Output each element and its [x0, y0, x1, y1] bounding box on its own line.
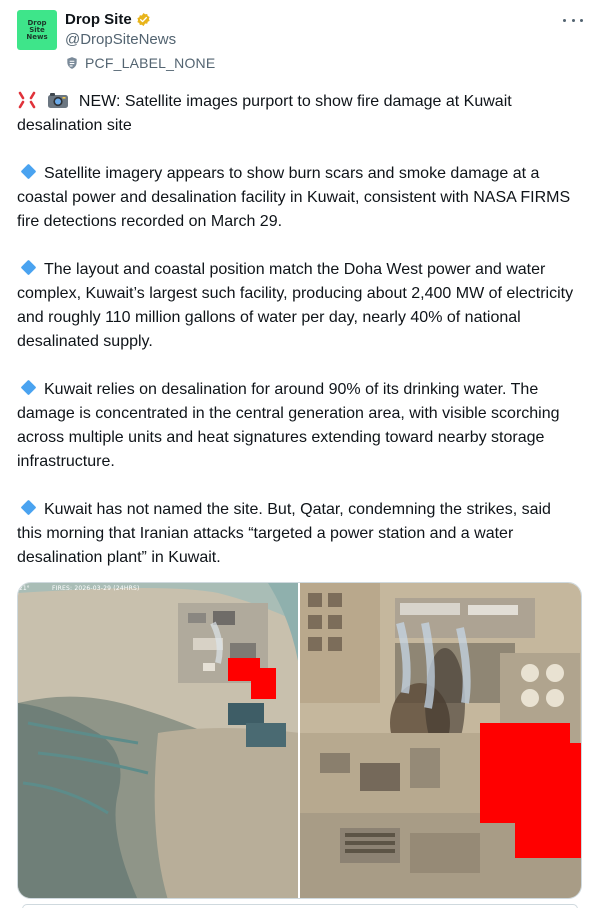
blue-diamond-icon [21, 164, 37, 180]
paragraph-text: The layout and coastal position match the Doha West power and water complex, Kuwait’s largest such facility, producing about 2,400 MW of electricity and roughly 110 million gallons of water per day, nearly 40% of national desalinated supply. [17, 261, 574, 350]
blue-diamond-icon [21, 500, 37, 516]
quoted-card-edge [22, 904, 578, 908]
paragraph-2 [17, 258, 579, 354]
paragraph-text: Satellite imagery appears to show burn scars and smoke damage at a coastal power and desalination facility in Kuwait, consistent with NASA FIRMS fire detections recorded on March 29. [17, 165, 571, 230]
paragraph-4 [17, 498, 579, 570]
anger-icon [17, 91, 37, 109]
dot-icon [580, 19, 583, 22]
paragraph-text: Kuwait relies on desalination for around 90% of its drinking water. The damage is concentrated in the central generation area, with visible scorching across multiple units and heat signatures extending toward nearby storage infrastructure. [17, 381, 560, 470]
tweet-header [17, 10, 587, 74]
satellite-overview-graphic [18, 583, 300, 898]
paragraph-text: Kuwait has not named the site. But, Qatar, condemning the strikes, said this morning that Iranian attacks “targeted a power station and a water desalination plant” in Kuwait. [17, 501, 551, 566]
more-options-button[interactable] [563, 12, 583, 28]
avatar-logo-text: Drop Site News [26, 18, 48, 41]
camera-icon [47, 91, 69, 109]
paragraph-1 [17, 162, 579, 234]
label-text: PCF_LABEL_NONE [85, 55, 216, 71]
avatar[interactable] [17, 10, 57, 50]
headline-paragraph [17, 90, 579, 138]
overlay-fires-caption: FIRES: 2026-03-29 (24HRS) [52, 585, 140, 592]
satellite-image-overview[interactable] [18, 583, 300, 898]
shield-label-icon [65, 56, 79, 70]
dot-icon [563, 19, 566, 22]
blue-diamond-icon [21, 260, 37, 276]
dot-icon [572, 19, 575, 22]
satellite-closeup-graphic [300, 583, 581, 898]
handle[interactable]: @DropSiteNews [65, 31, 177, 48]
verified-badge-icon[interactable] [136, 12, 151, 27]
overlay-corner-label: 21° [19, 585, 30, 592]
headline-text: NEW: Satellite images purport to show fire damage at Kuwait desalination site [17, 93, 512, 134]
tweet-text [17, 90, 579, 570]
media-gallery [17, 582, 582, 899]
name-row [65, 11, 151, 28]
affiliation-label [65, 55, 215, 71]
paragraph-3 [17, 378, 579, 474]
display-name[interactable]: Drop Site [65, 11, 132, 28]
satellite-image-closeup[interactable] [300, 583, 581, 898]
blue-diamond-icon [21, 380, 37, 396]
